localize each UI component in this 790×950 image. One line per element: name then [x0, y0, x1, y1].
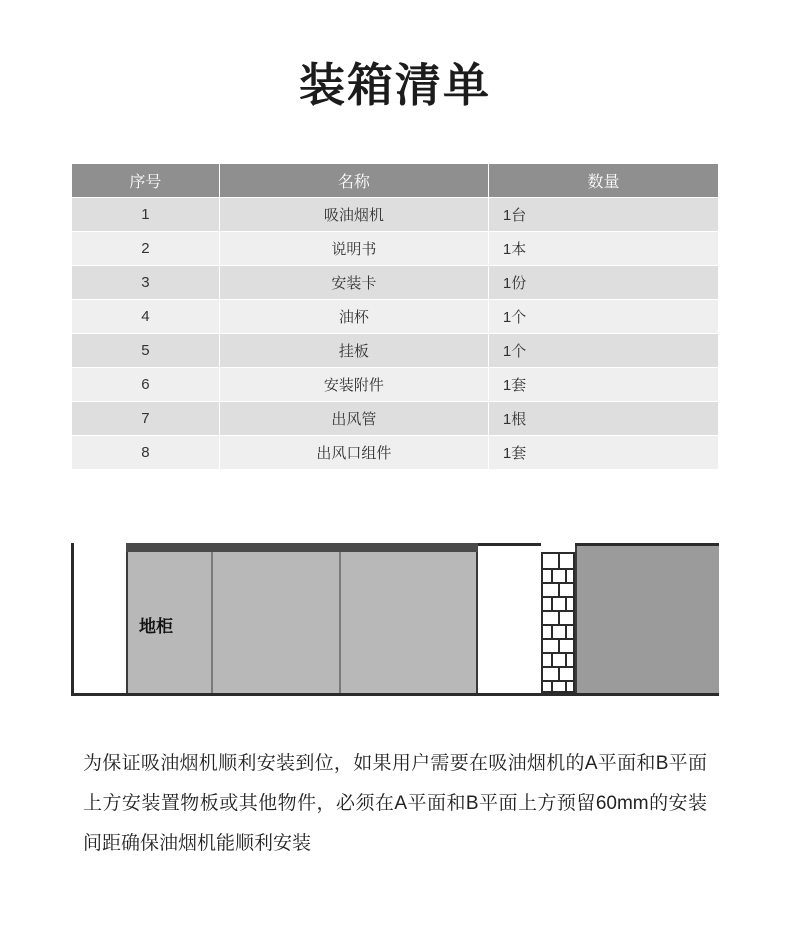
- cell-name: 油杯: [219, 300, 488, 334]
- cell-index: 5: [72, 334, 220, 368]
- cabinet-countertop: [126, 543, 478, 552]
- page-title: 装箱清单: [299, 59, 491, 111]
- cell-quantity: 1台: [488, 198, 718, 232]
- cell-quantity: 1个: [488, 334, 718, 368]
- right-panel: [575, 546, 719, 693]
- cell-quantity: 1本: [488, 232, 718, 266]
- table-row: [72, 300, 719, 334]
- column-header-index: 序号: [72, 164, 220, 198]
- cell-name: 挂板: [219, 334, 488, 368]
- cabinet-divider: [339, 552, 341, 693]
- cell-name: 安装附件: [219, 368, 488, 402]
- cabinet-body: [126, 552, 478, 693]
- table-header: [72, 164, 719, 198]
- cell-index: 2: [72, 232, 220, 266]
- cell-index: 1: [72, 198, 220, 232]
- cell-index: 3: [72, 266, 220, 300]
- table-row: [72, 334, 719, 368]
- cell-name: 说明书: [219, 232, 488, 266]
- cell-name: 安装卡: [219, 266, 488, 300]
- table-row: [72, 232, 719, 266]
- cell-name: 吸油烟机: [219, 198, 488, 232]
- cell-index: 7: [72, 402, 220, 436]
- cell-name: 出风口组件: [219, 436, 488, 470]
- cabinet-divider: [211, 552, 213, 693]
- gap-top-line: [478, 543, 541, 546]
- installation-note-text: 为保证吸油烟机顺利安装到位，如果用户需要在吸油烟机的A平面和B平面上方安装置物板或其他物件，必须在A平面和B平面上方预留60mm的安装间距确保油烟机能顺利安装: [83, 753, 707, 855]
- installation-diagram: [71, 538, 719, 698]
- table-row: [72, 368, 719, 402]
- brick-wall: [541, 552, 575, 693]
- table-row: [72, 402, 719, 436]
- installation-note: [83, 744, 707, 864]
- column-header-name: 名称: [219, 164, 488, 198]
- left-wall-line: [71, 543, 74, 693]
- cabinet-label: 地柜: [139, 617, 173, 637]
- cell-index: 8: [72, 436, 220, 470]
- cell-index: 4: [72, 300, 220, 334]
- cell-quantity: 1套: [488, 368, 718, 402]
- cell-name: 出风管: [219, 402, 488, 436]
- cell-index: 6: [72, 368, 220, 402]
- cell-quantity: 1套: [488, 436, 718, 470]
- cell-quantity: 1根: [488, 402, 718, 436]
- table-row: [72, 436, 719, 470]
- packing-list-table-wrapper: [71, 163, 719, 470]
- column-header-quantity: 数量: [488, 164, 718, 198]
- table-row: [72, 266, 719, 300]
- cell-quantity: 1个: [488, 300, 718, 334]
- packing-list-table: [71, 163, 719, 470]
- cell-quantity: 1份: [488, 266, 718, 300]
- table-row: [72, 198, 719, 232]
- table-body: [72, 198, 719, 470]
- table-header-row: [72, 164, 719, 198]
- floor-line: [71, 693, 719, 696]
